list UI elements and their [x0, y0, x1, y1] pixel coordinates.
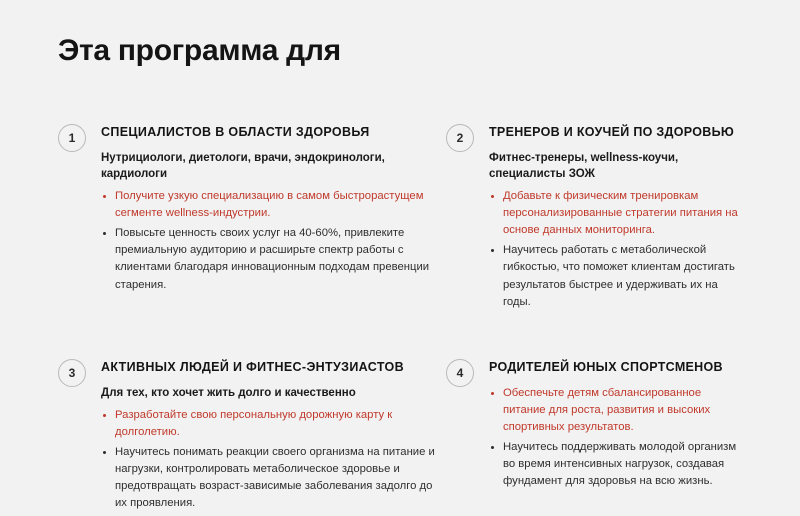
list-item: Добавьте к физическим тренировкам персонализированные стратегии питания на основе данных мониторинга. — [489, 188, 742, 239]
audience-item-title: СПЕЦИАЛИСТОВ В ОБЛАСТИ ЗДОРОВЬЯ — [101, 125, 370, 139]
audience-item-body — [489, 123, 742, 314]
audience-item-bullet-list — [489, 385, 742, 491]
audience-item-2 — [446, 123, 742, 314]
list-item: Повысьте ценность своих услуг на 40-60%, привлеките премиальную аудиторию и расширьте спектр работы с клиентами благодаря инновационным подходам превенции старения. — [101, 225, 446, 294]
audience-item-subtitle: Нутрициологи, диетологи, врачи, эндокринологи, кардиологи — [101, 151, 385, 180]
audience-item-body — [489, 358, 742, 494]
audience-item-4 — [446, 358, 742, 516]
audience-item-number-badge: 1 — [58, 124, 86, 152]
audience-item-subtitle: Для тех, кто хочет жить долго и качественно — [101, 386, 356, 399]
audience-item-bullet-list — [489, 188, 742, 311]
audience-item-number-badge: 4 — [446, 359, 474, 387]
audience-item-bullet-list — [101, 188, 446, 294]
audience-grid — [58, 123, 742, 516]
list-item: Разработайте свою персональную дорожную карту к долголетию. — [101, 407, 446, 441]
audience-item-body — [101, 123, 446, 297]
audience-item-number-badge: 2 — [446, 124, 474, 152]
list-item: Научитесь понимать реакции своего организма на питание и нагрузки, контролировать метаболическое здоровье и предотвращать возраст-зависимые заболевания задолго до их проявления. — [101, 444, 446, 513]
audience-item-number-badge: 3 — [58, 359, 86, 387]
audience-item-title: РОДИТЕЛЕЙ ЮНЫХ СПОРТСМЕНОВ — [489, 359, 723, 374]
page-title: Эта программа для — [58, 34, 341, 67]
audience-item-subtitle: Фитнес-тренеры, wellness-коучи, специалисты ЗОЖ — [489, 151, 679, 180]
audience-item-1 — [58, 123, 446, 314]
audience-item-body — [101, 358, 446, 516]
list-item: Научитесь поддерживать молодой организм во время интенсивных нагрузок, создавая фундамент для здоровья на всю жизнь. — [489, 439, 742, 490]
list-item: Научитесь работать с метаболической гибкостью, что поможет клиентам достигать результатов быстрее и удерживать их на годы. — [489, 242, 742, 311]
audience-item-3 — [58, 358, 446, 516]
list-item: Обеспечьте детям сбалансированное питание для роста, развития и высоких спортивных результатов. — [489, 385, 742, 436]
audience-item-title: ТРЕНЕРОВ И КОУЧЕЙ ПО ЗДОРОВЬЮ — [489, 125, 735, 139]
audience-item-bullet-list — [101, 407, 446, 513]
audience-item-title: АКТИВНЫХ ЛЮДЕЙ И ФИТНЕС-ЭНТУЗИАСТОВ — [101, 359, 404, 374]
list-item: Получите узкую специализацию в самом быстрорастущем сегменте wellness-индустрии. — [101, 188, 446, 222]
